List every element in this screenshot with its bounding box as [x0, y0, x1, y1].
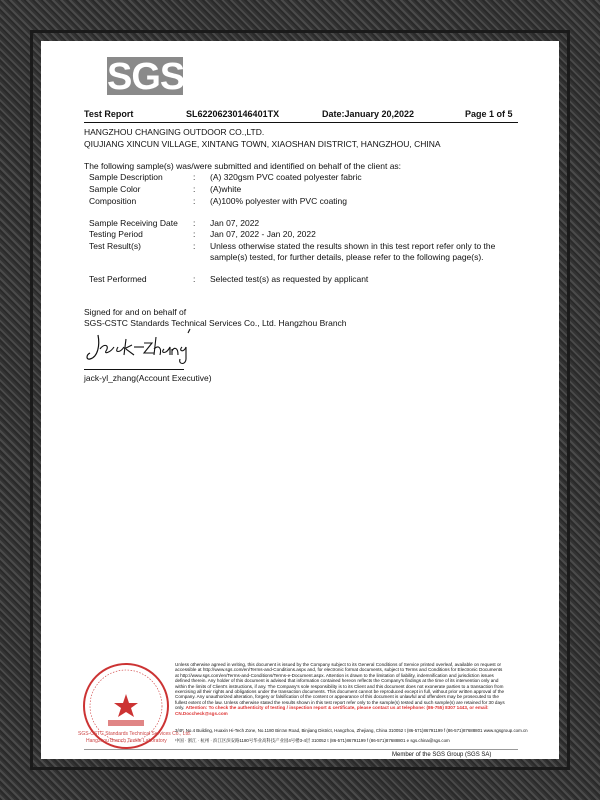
signed-for-text: Signed for and on behalf of: [84, 307, 187, 317]
footer-disclaimer: [175, 662, 505, 716]
field-value: Jan 07, 2022: [210, 218, 260, 228]
footer-rule: [84, 749, 518, 750]
field-value: (A)white: [210, 184, 242, 194]
field-colon: :: [193, 172, 196, 182]
signed-company: SGS-CSTC Standards Technical Services Co., Ltd. Hangzhou Branch: [84, 318, 347, 328]
field-value: Jan 07, 2022 - Jan 20, 2022: [210, 229, 316, 239]
field-label: Testing Period: [89, 229, 143, 239]
page-number: Page 1 of 5: [465, 109, 513, 119]
field-colon: :: [193, 274, 196, 284]
field-colon: :: [193, 196, 196, 206]
intro-text: The following sample(s) was/were submitted and identified on behalf of the client as:: [84, 161, 402, 171]
footer-address-en: 3/4F, No.4 Building, Huaxin Hi-Tech Zone, No.1180 Bin'an Road, Binjiang District, Hangzhou, Zhejiang, China 310052 t (86-571)86791199 f (86-571)87688801 www.sgsgroup.com.cn: [175, 728, 528, 733]
field-value-continued: sample(s) tested, for further details, please refer to the following page(s).: [210, 252, 484, 262]
field-value: (A) 320gsm PVC coated polyester fabric: [210, 172, 362, 182]
report-label: Test Report: [84, 109, 134, 119]
field-label: Test Result(s): [89, 241, 141, 251]
report-number: SL62206230146401TX: [186, 109, 280, 119]
field-colon: :: [193, 229, 196, 239]
signature-image: [84, 325, 194, 367]
field-colon: :: [193, 184, 196, 194]
field-value: Unless otherwise stated the results shown in this test report refer only to the: [210, 241, 496, 251]
seal-company-label: SGS-CSTC Standards Technical Services Co., Ltd.: [78, 731, 192, 737]
field-value: Selected test(s) as requested by applicant: [210, 274, 369, 284]
client-name: HANGZHOU CHANGING OUTDOOR CO.,LTD.: [84, 127, 265, 137]
field-value: (A)100% polyester with PVC coating: [210, 196, 348, 206]
report-date: Date:January 20,2022: [322, 109, 415, 119]
field-label: Sample Color: [89, 184, 141, 194]
seal-branch-label: Hangzhou Branch Textile Laboratory: [86, 738, 167, 744]
client-address: QIUJIANG XINCUN VILLAGE, XINTANG TOWN, XIAOSHAN DISTRICT, HANGZHOU, CHINA: [84, 139, 441, 149]
authenticity-warning: Attention: To check the authenticity of testing / inspection report & certificate, please contact us at telephone: (86-755) 8307 1443, or email: CN.Doccheck@sgs.com: [175, 705, 489, 716]
field-label: Sample Description: [89, 172, 163, 182]
disclaimer-text: Unless otherwise agreed in writing, this document is issued by the Company subject to its General Conditions of Service printed overleaf, available on request or accessible at http://www.sgs.com/en/Terms-and-Conditions.aspx and, for electronic format documents, subject to Terms and Conditions for Electronic Documents at http://www.sgs.com/en/Terms-and-Conditions/Terms-e-Document.aspx. Attention is drawn to the limitation of liability, indemnification and jurisdiction issues defined therein. Any holder of this document is advised that information contained hereon reflects the Company's findings at the time of its intervention only and within the limits of Client's instructions, if any. The Company's sole responsibility is to its Client and this document does not exonerate parties to a transaction from exercising all their rights and obligations under the transaction documents. This document cannot be reproduced except in full, without prior written approval of the Company. Any unauthorized alteration, forgery or falsification of the content or appearance of this document is unlawful and offenders may be prosecuted to the fullest extent of the law. Unless otherwise stated the results shown in this test report refer only to the sample(s) tested and such sample(s) are retained for 30 days only.: [175, 662, 505, 711]
field-label: Composition: [89, 196, 137, 206]
sgs-logo: SGS: [107, 56, 185, 98]
field-colon: :: [193, 241, 196, 251]
signatory-name: jack-yl_zhang(Account Executive): [84, 373, 212, 383]
footer-address-cn: 中国 · 浙江 · 杭州 · 滨江区滨安路1180号华业高科技产业园4号楼3-4层 310052 t (86-571)86791199 f (86-571)87688801 e sgs.china@sgs.com: [175, 738, 450, 743]
field-label: Test Performed: [89, 274, 147, 284]
sgs-member-text: Member of the SGS Group (SGS SA): [392, 752, 492, 758]
field-label: Sample Receiving Date: [89, 218, 178, 228]
field-colon: :: [193, 218, 196, 228]
header-rule: [84, 122, 518, 123]
signature-line: [84, 369, 184, 370]
